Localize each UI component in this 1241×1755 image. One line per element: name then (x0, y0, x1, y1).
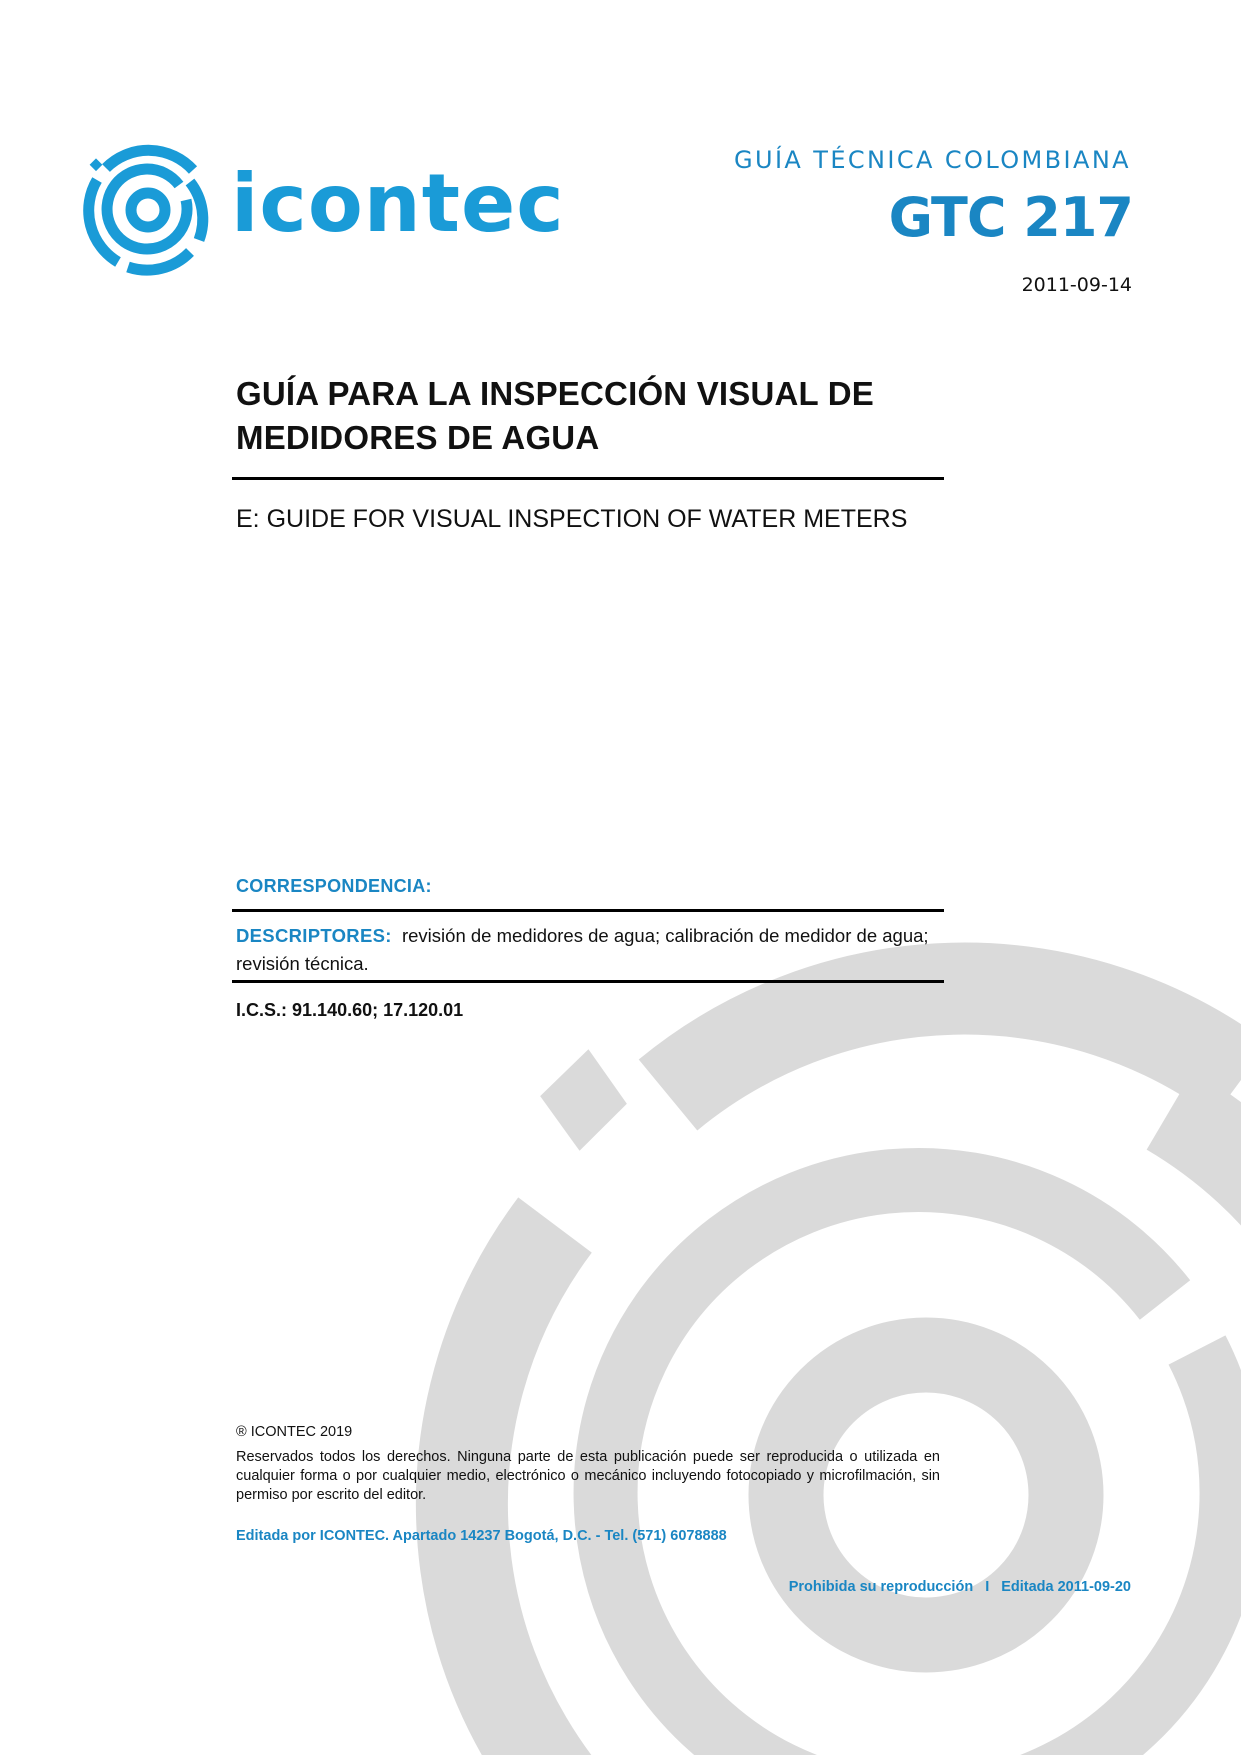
logo-wordmark: icontec (231, 157, 565, 250)
descriptors (236, 922, 944, 978)
document-title (236, 372, 956, 460)
prohibition-text: Prohibida su reproducción (788, 1579, 974, 1595)
rights-statement: Reservados todos los derechos. Ninguna parte de esta publicación puede ser reproducida o utilizada en cualquier forma o por cualquier medio, electrónico o mecánico incluyendo fotocopiado y microfilmación, sin permiso por escrito del editor. (236, 1449, 940, 1503)
separator: I (985, 1579, 990, 1595)
document-date: 2011-09-14 (1021, 274, 1132, 296)
title-divider (232, 477, 944, 480)
ics-codes (236, 1000, 463, 1021)
editor-info: Editada por ICONTEC. Apartado 14237 Bogotá, D.C. - Tel. (571) 6078888 (236, 1528, 727, 1544)
title-line-1: GUÍA PARA LA INSPECCIÓN VISUAL DE (236, 375, 874, 412)
ics-label: I.C.S.: (236, 1000, 288, 1020)
correspondence-label (236, 876, 432, 897)
edition-line (789, 1579, 1131, 1595)
edited-date: Editada 2011-09-20 (1001, 1579, 1131, 1595)
descriptors-value: revisión de medidores de agua; calibración de medidor de agua; revisión técnica. (236, 925, 929, 974)
series-label: GUÍA TÉCNICA COLOMBIANA (733, 146, 1131, 174)
descriptors-label: DESCRIPTORES: (236, 925, 392, 946)
title-line-2: MEDIDORES DE AGUA (236, 419, 600, 456)
correspondence-divider (232, 909, 944, 912)
document-code: GTC 217 (888, 186, 1133, 249)
icontec-symbol-icon (78, 140, 218, 280)
descriptors-divider (232, 980, 944, 983)
correspondence-label-text: CORRESPONDENCIA: (236, 876, 432, 896)
icontec-logo (78, 140, 565, 280)
ics-value: 91.140.60; 17.120.01 (292, 1000, 464, 1020)
copyright-notice: ® ICONTEC 2019 (236, 1424, 353, 1440)
english-title: E: GUIDE FOR VISUAL INSPECTION OF WATER METERS (236, 505, 908, 533)
